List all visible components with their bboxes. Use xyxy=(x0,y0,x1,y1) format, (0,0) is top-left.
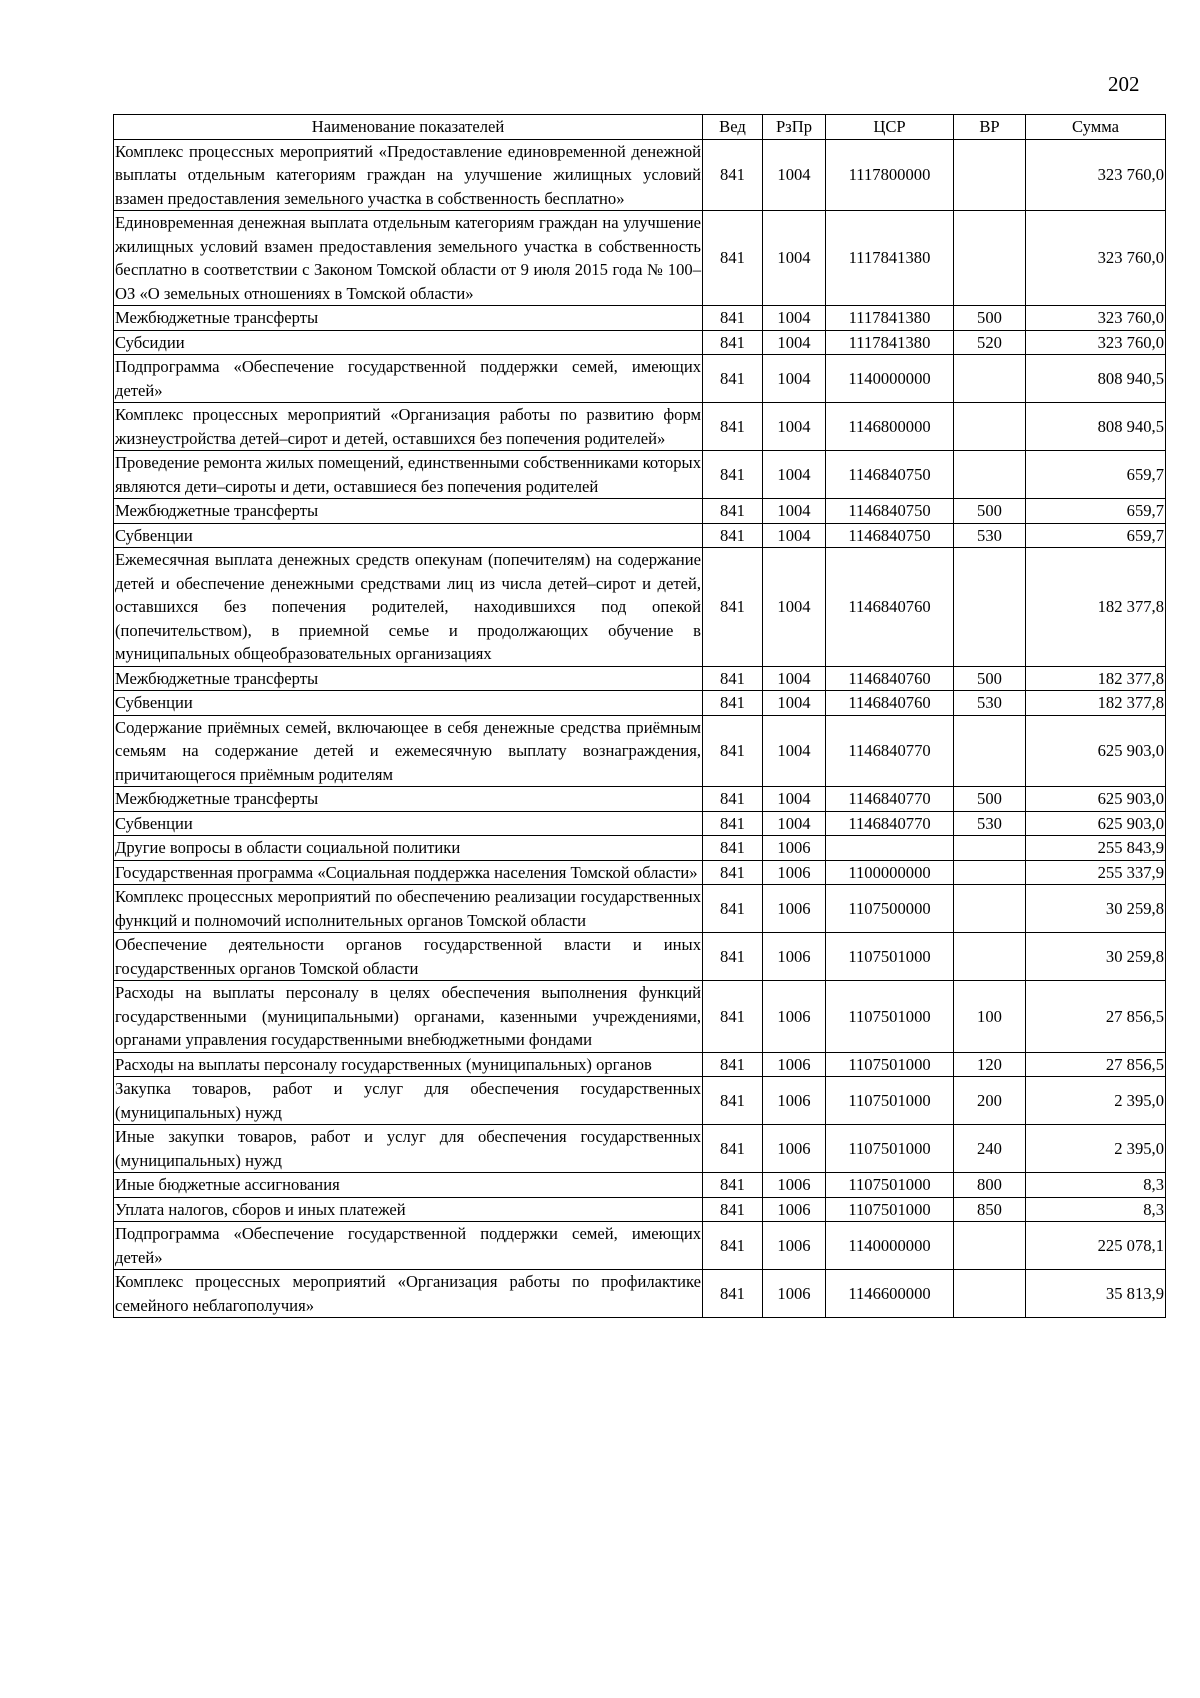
row-rzpr: 1006 xyxy=(763,860,826,885)
row-rzpr: 1004 xyxy=(763,306,826,331)
row-rzpr: 1006 xyxy=(763,1222,826,1270)
row-rzpr: 1006 xyxy=(763,836,826,861)
row-sum: 225 078,1 xyxy=(1026,1222,1166,1270)
row-ved: 841 xyxy=(703,1125,763,1173)
row-rzpr: 1006 xyxy=(763,1077,826,1125)
row-vr xyxy=(954,1222,1026,1270)
row-ved: 841 xyxy=(703,1052,763,1077)
row-csr: 1107501000 xyxy=(826,1197,954,1222)
row-sum: 323 760,0 xyxy=(1026,330,1166,355)
row-sum: 659,7 xyxy=(1026,451,1166,499)
row-rzpr: 1004 xyxy=(763,691,826,716)
row-rzpr: 1004 xyxy=(763,355,826,403)
row-ved: 841 xyxy=(703,1197,763,1222)
row-sum: 255 843,9 xyxy=(1026,836,1166,861)
row-rzpr: 1006 xyxy=(763,1125,826,1173)
row-rzpr: 1006 xyxy=(763,933,826,981)
row-name: Обеспечение деятельности органов государственной власти и иных государственных органов Томской области xyxy=(114,933,703,981)
row-rzpr: 1004 xyxy=(763,211,826,306)
row-csr: 1146840770 xyxy=(826,715,954,787)
row-csr: 1117841380 xyxy=(826,211,954,306)
row-name: Комплекс процессных мероприятий «Организация работы по развитию форм жизнеустройства детей–сирот и детей, оставшихся без попечения родителей» xyxy=(114,403,703,451)
row-rzpr: 1006 xyxy=(763,1052,826,1077)
table-row xyxy=(114,1197,1166,1222)
row-ved: 841 xyxy=(703,811,763,836)
row-sum: 659,7 xyxy=(1026,523,1166,548)
row-csr: 1146600000 xyxy=(826,1270,954,1318)
row-sum: 182 377,8 xyxy=(1026,548,1166,667)
header-vr: ВР xyxy=(954,115,1026,140)
table-row xyxy=(114,306,1166,331)
row-ved: 841 xyxy=(703,933,763,981)
row-vr: 530 xyxy=(954,691,1026,716)
row-vr: 200 xyxy=(954,1077,1026,1125)
row-csr: 1107501000 xyxy=(826,933,954,981)
row-ved: 841 xyxy=(703,451,763,499)
row-name: Содержание приёмных семей, включающее в себя денежные средства приёмным семьям на содержание детей и ежемесячную выплату вознаграждения, причитающегося приёмным родителям xyxy=(114,715,703,787)
row-ved: 841 xyxy=(703,1173,763,1198)
row-name: Подпрограмма «Обеспечение государственной поддержки семей, имеющих детей» xyxy=(114,355,703,403)
row-csr: 1146840750 xyxy=(826,523,954,548)
row-sum: 808 940,5 xyxy=(1026,355,1166,403)
row-csr: 1146840760 xyxy=(826,666,954,691)
row-sum: 255 337,9 xyxy=(1026,860,1166,885)
table-row xyxy=(114,933,1166,981)
row-name: Субвенции xyxy=(114,523,703,548)
row-name: Закупка товаров, работ и услуг для обеспечения государственных (муниципальных) нужд xyxy=(114,1077,703,1125)
row-ved: 841 xyxy=(703,523,763,548)
row-vr xyxy=(954,836,1026,861)
row-ved: 841 xyxy=(703,885,763,933)
row-ved: 841 xyxy=(703,355,763,403)
row-vr xyxy=(954,933,1026,981)
row-vr: 120 xyxy=(954,1052,1026,1077)
row-name: Уплата налогов, сборов и иных платежей xyxy=(114,1197,703,1222)
table-row xyxy=(114,787,1166,812)
row-name: Проведение ремонта жилых помещений, единственными собственниками которых являются дети–сироты и дети, оставшиеся без попечения родителей xyxy=(114,451,703,499)
table-header-row xyxy=(114,115,1166,140)
row-csr: 1140000000 xyxy=(826,1222,954,1270)
row-sum: 2 395,0 xyxy=(1026,1077,1166,1125)
table-row xyxy=(114,981,1166,1053)
row-rzpr: 1004 xyxy=(763,811,826,836)
row-ved: 841 xyxy=(703,306,763,331)
row-csr: 1107501000 xyxy=(826,1052,954,1077)
row-name: Межбюджетные трансферты xyxy=(114,787,703,812)
table-row xyxy=(114,1125,1166,1173)
table-row xyxy=(114,836,1166,861)
row-sum: 182 377,8 xyxy=(1026,666,1166,691)
page-number: 202 xyxy=(1108,72,1140,96)
row-name: Иные закупки товаров, работ и услуг для обеспечения государственных (муниципальных) нужд xyxy=(114,1125,703,1173)
row-ved: 841 xyxy=(703,1222,763,1270)
row-sum: 27 856,5 xyxy=(1026,981,1166,1053)
row-sum: 808 940,5 xyxy=(1026,403,1166,451)
table-row xyxy=(114,355,1166,403)
row-vr: 500 xyxy=(954,666,1026,691)
row-vr xyxy=(954,548,1026,667)
row-rzpr: 1004 xyxy=(763,499,826,524)
budget-table xyxy=(113,114,1166,1318)
row-vr xyxy=(954,139,1026,211)
table-row xyxy=(114,885,1166,933)
row-csr: 1117841380 xyxy=(826,330,954,355)
row-sum: 323 760,0 xyxy=(1026,139,1166,211)
table-row xyxy=(114,1052,1166,1077)
row-rzpr: 1004 xyxy=(763,403,826,451)
row-ved: 841 xyxy=(703,860,763,885)
table-row xyxy=(114,451,1166,499)
row-ved: 841 xyxy=(703,691,763,716)
row-name: Субвенции xyxy=(114,691,703,716)
table-row xyxy=(114,499,1166,524)
row-csr: 1117841380 xyxy=(826,306,954,331)
row-ved: 841 xyxy=(703,548,763,667)
row-vr: 500 xyxy=(954,499,1026,524)
row-csr: 1117800000 xyxy=(826,139,954,211)
row-ved: 841 xyxy=(703,666,763,691)
row-csr: 1107501000 xyxy=(826,1173,954,1198)
row-csr: 1146840750 xyxy=(826,451,954,499)
row-csr xyxy=(826,836,954,861)
table-row xyxy=(114,403,1166,451)
row-rzpr: 1004 xyxy=(763,666,826,691)
table-row xyxy=(114,1270,1166,1318)
row-name: Межбюджетные трансферты xyxy=(114,499,703,524)
row-ved: 841 xyxy=(703,1077,763,1125)
row-vr: 530 xyxy=(954,523,1026,548)
row-name: Подпрограмма «Обеспечение государственной поддержки семей, имеющих детей» xyxy=(114,1222,703,1270)
row-sum: 8,3 xyxy=(1026,1197,1166,1222)
row-ved: 841 xyxy=(703,211,763,306)
row-csr: 1146840770 xyxy=(826,811,954,836)
row-vr xyxy=(954,403,1026,451)
row-ved: 841 xyxy=(703,715,763,787)
table-row xyxy=(114,1077,1166,1125)
header-name: Наименование показателей xyxy=(114,115,703,140)
row-vr xyxy=(954,860,1026,885)
row-rzpr: 1006 xyxy=(763,885,826,933)
row-name: Государственная программа «Социальная поддержка населения Томской области» xyxy=(114,860,703,885)
row-name: Единовременная денежная выплата отдельным категориям граждан на улучшение жилищных условий взамен предоставления земельного участка в собственность бесплатно в соответствии с Законом Томской области от 9 июля 2015 года № 100–ОЗ «О земельных отношениях в Томской области» xyxy=(114,211,703,306)
row-vr: 500 xyxy=(954,787,1026,812)
row-vr xyxy=(954,885,1026,933)
row-name: Расходы на выплаты персоналу государственных (муниципальных) органов xyxy=(114,1052,703,1077)
row-rzpr: 1004 xyxy=(763,715,826,787)
row-vr: 530 xyxy=(954,811,1026,836)
row-csr: 1107500000 xyxy=(826,885,954,933)
row-vr: 100 xyxy=(954,981,1026,1053)
row-ved: 841 xyxy=(703,330,763,355)
row-vr: 800 xyxy=(954,1173,1026,1198)
row-vr xyxy=(954,1270,1026,1318)
row-ved: 841 xyxy=(703,981,763,1053)
table-row xyxy=(114,666,1166,691)
row-rzpr: 1004 xyxy=(763,330,826,355)
row-csr: 1146800000 xyxy=(826,403,954,451)
table-row xyxy=(114,330,1166,355)
header-sum: Сумма xyxy=(1026,115,1166,140)
row-vr xyxy=(954,355,1026,403)
row-csr: 1107501000 xyxy=(826,1077,954,1125)
row-name: Расходы на выплаты персоналу в целях обеспечения выполнения функций государственными (муниципальными) органами, казенными учреждениями, органами управления государственными внебюджетными фондами xyxy=(114,981,703,1053)
row-ved: 841 xyxy=(703,139,763,211)
row-csr: 1107501000 xyxy=(826,1125,954,1173)
row-rzpr: 1004 xyxy=(763,523,826,548)
row-ved: 841 xyxy=(703,1270,763,1318)
table-body xyxy=(114,139,1166,1318)
row-vr xyxy=(954,715,1026,787)
row-ved: 841 xyxy=(703,787,763,812)
row-sum: 323 760,0 xyxy=(1026,211,1166,306)
row-name: Комплекс процессных мероприятий «Организация работы по профилактике семейного неблагополучия» xyxy=(114,1270,703,1318)
row-name: Иные бюджетные ассигнования xyxy=(114,1173,703,1198)
row-name: Комплекс процессных мероприятий «Предоставление единовременной денежной выплаты отдельным категориям граждан на улучшение жилищных условий взамен предоставления земельного участка в собственность бесплатно» xyxy=(114,139,703,211)
row-rzpr: 1006 xyxy=(763,1197,826,1222)
table-row xyxy=(114,139,1166,211)
row-rzpr: 1006 xyxy=(763,1173,826,1198)
header-ved: Вед xyxy=(703,115,763,140)
row-sum: 182 377,8 xyxy=(1026,691,1166,716)
row-sum: 35 813,9 xyxy=(1026,1270,1166,1318)
row-ved: 841 xyxy=(703,836,763,861)
row-sum: 8,3 xyxy=(1026,1173,1166,1198)
table-row xyxy=(114,811,1166,836)
row-sum: 323 760,0 xyxy=(1026,306,1166,331)
row-vr: 500 xyxy=(954,306,1026,331)
table-row xyxy=(114,1173,1166,1198)
row-vr xyxy=(954,211,1026,306)
row-rzpr: 1006 xyxy=(763,1270,826,1318)
row-name: Межбюджетные трансферты xyxy=(114,666,703,691)
row-vr: 850 xyxy=(954,1197,1026,1222)
table-row xyxy=(114,715,1166,787)
row-ved: 841 xyxy=(703,403,763,451)
row-rzpr: 1004 xyxy=(763,451,826,499)
row-sum: 625 903,0 xyxy=(1026,715,1166,787)
row-ved: 841 xyxy=(703,499,763,524)
row-sum: 659,7 xyxy=(1026,499,1166,524)
table-row xyxy=(114,548,1166,667)
row-name: Субвенции xyxy=(114,811,703,836)
row-csr: 1146840770 xyxy=(826,787,954,812)
table-row xyxy=(114,860,1166,885)
header-rzpr: РзПр xyxy=(763,115,826,140)
table-row xyxy=(114,691,1166,716)
table-row xyxy=(114,523,1166,548)
row-rzpr: 1004 xyxy=(763,787,826,812)
row-vr: 240 xyxy=(954,1125,1026,1173)
row-sum: 625 903,0 xyxy=(1026,811,1166,836)
row-rzpr: 1004 xyxy=(763,139,826,211)
row-name: Другие вопросы в области социальной политики xyxy=(114,836,703,861)
row-csr: 1146840760 xyxy=(826,548,954,667)
row-csr: 1107501000 xyxy=(826,981,954,1053)
row-name: Межбюджетные трансферты xyxy=(114,306,703,331)
row-csr: 1100000000 xyxy=(826,860,954,885)
table-row xyxy=(114,211,1166,306)
row-sum: 30 259,8 xyxy=(1026,885,1166,933)
row-sum: 625 903,0 xyxy=(1026,787,1166,812)
row-sum: 27 856,5 xyxy=(1026,1052,1166,1077)
row-name: Комплекс процессных мероприятий по обеспечению реализации государственных функций и полномочий исполнительных органов Томской области xyxy=(114,885,703,933)
row-csr: 1140000000 xyxy=(826,355,954,403)
row-rzpr: 1004 xyxy=(763,548,826,667)
row-vr: 520 xyxy=(954,330,1026,355)
header-csr: ЦСР xyxy=(826,115,954,140)
row-vr xyxy=(954,451,1026,499)
row-sum: 30 259,8 xyxy=(1026,933,1166,981)
row-name: Ежемесячная выплата денежных средств опекунам (попечителям) на содержание детей и обеспечение денежными средствами лиц из числа детей–сирот и детей, оставшихся без попечения родителей, находившихся под опекой (попечительством), в приемной семье и продолжающих обучение в муниципальных общеобразовательных организациях xyxy=(114,548,703,667)
row-sum: 2 395,0 xyxy=(1026,1125,1166,1173)
row-rzpr: 1006 xyxy=(763,981,826,1053)
row-csr: 1146840760 xyxy=(826,691,954,716)
row-name: Субсидии xyxy=(114,330,703,355)
row-csr: 1146840750 xyxy=(826,499,954,524)
table-row xyxy=(114,1222,1166,1270)
